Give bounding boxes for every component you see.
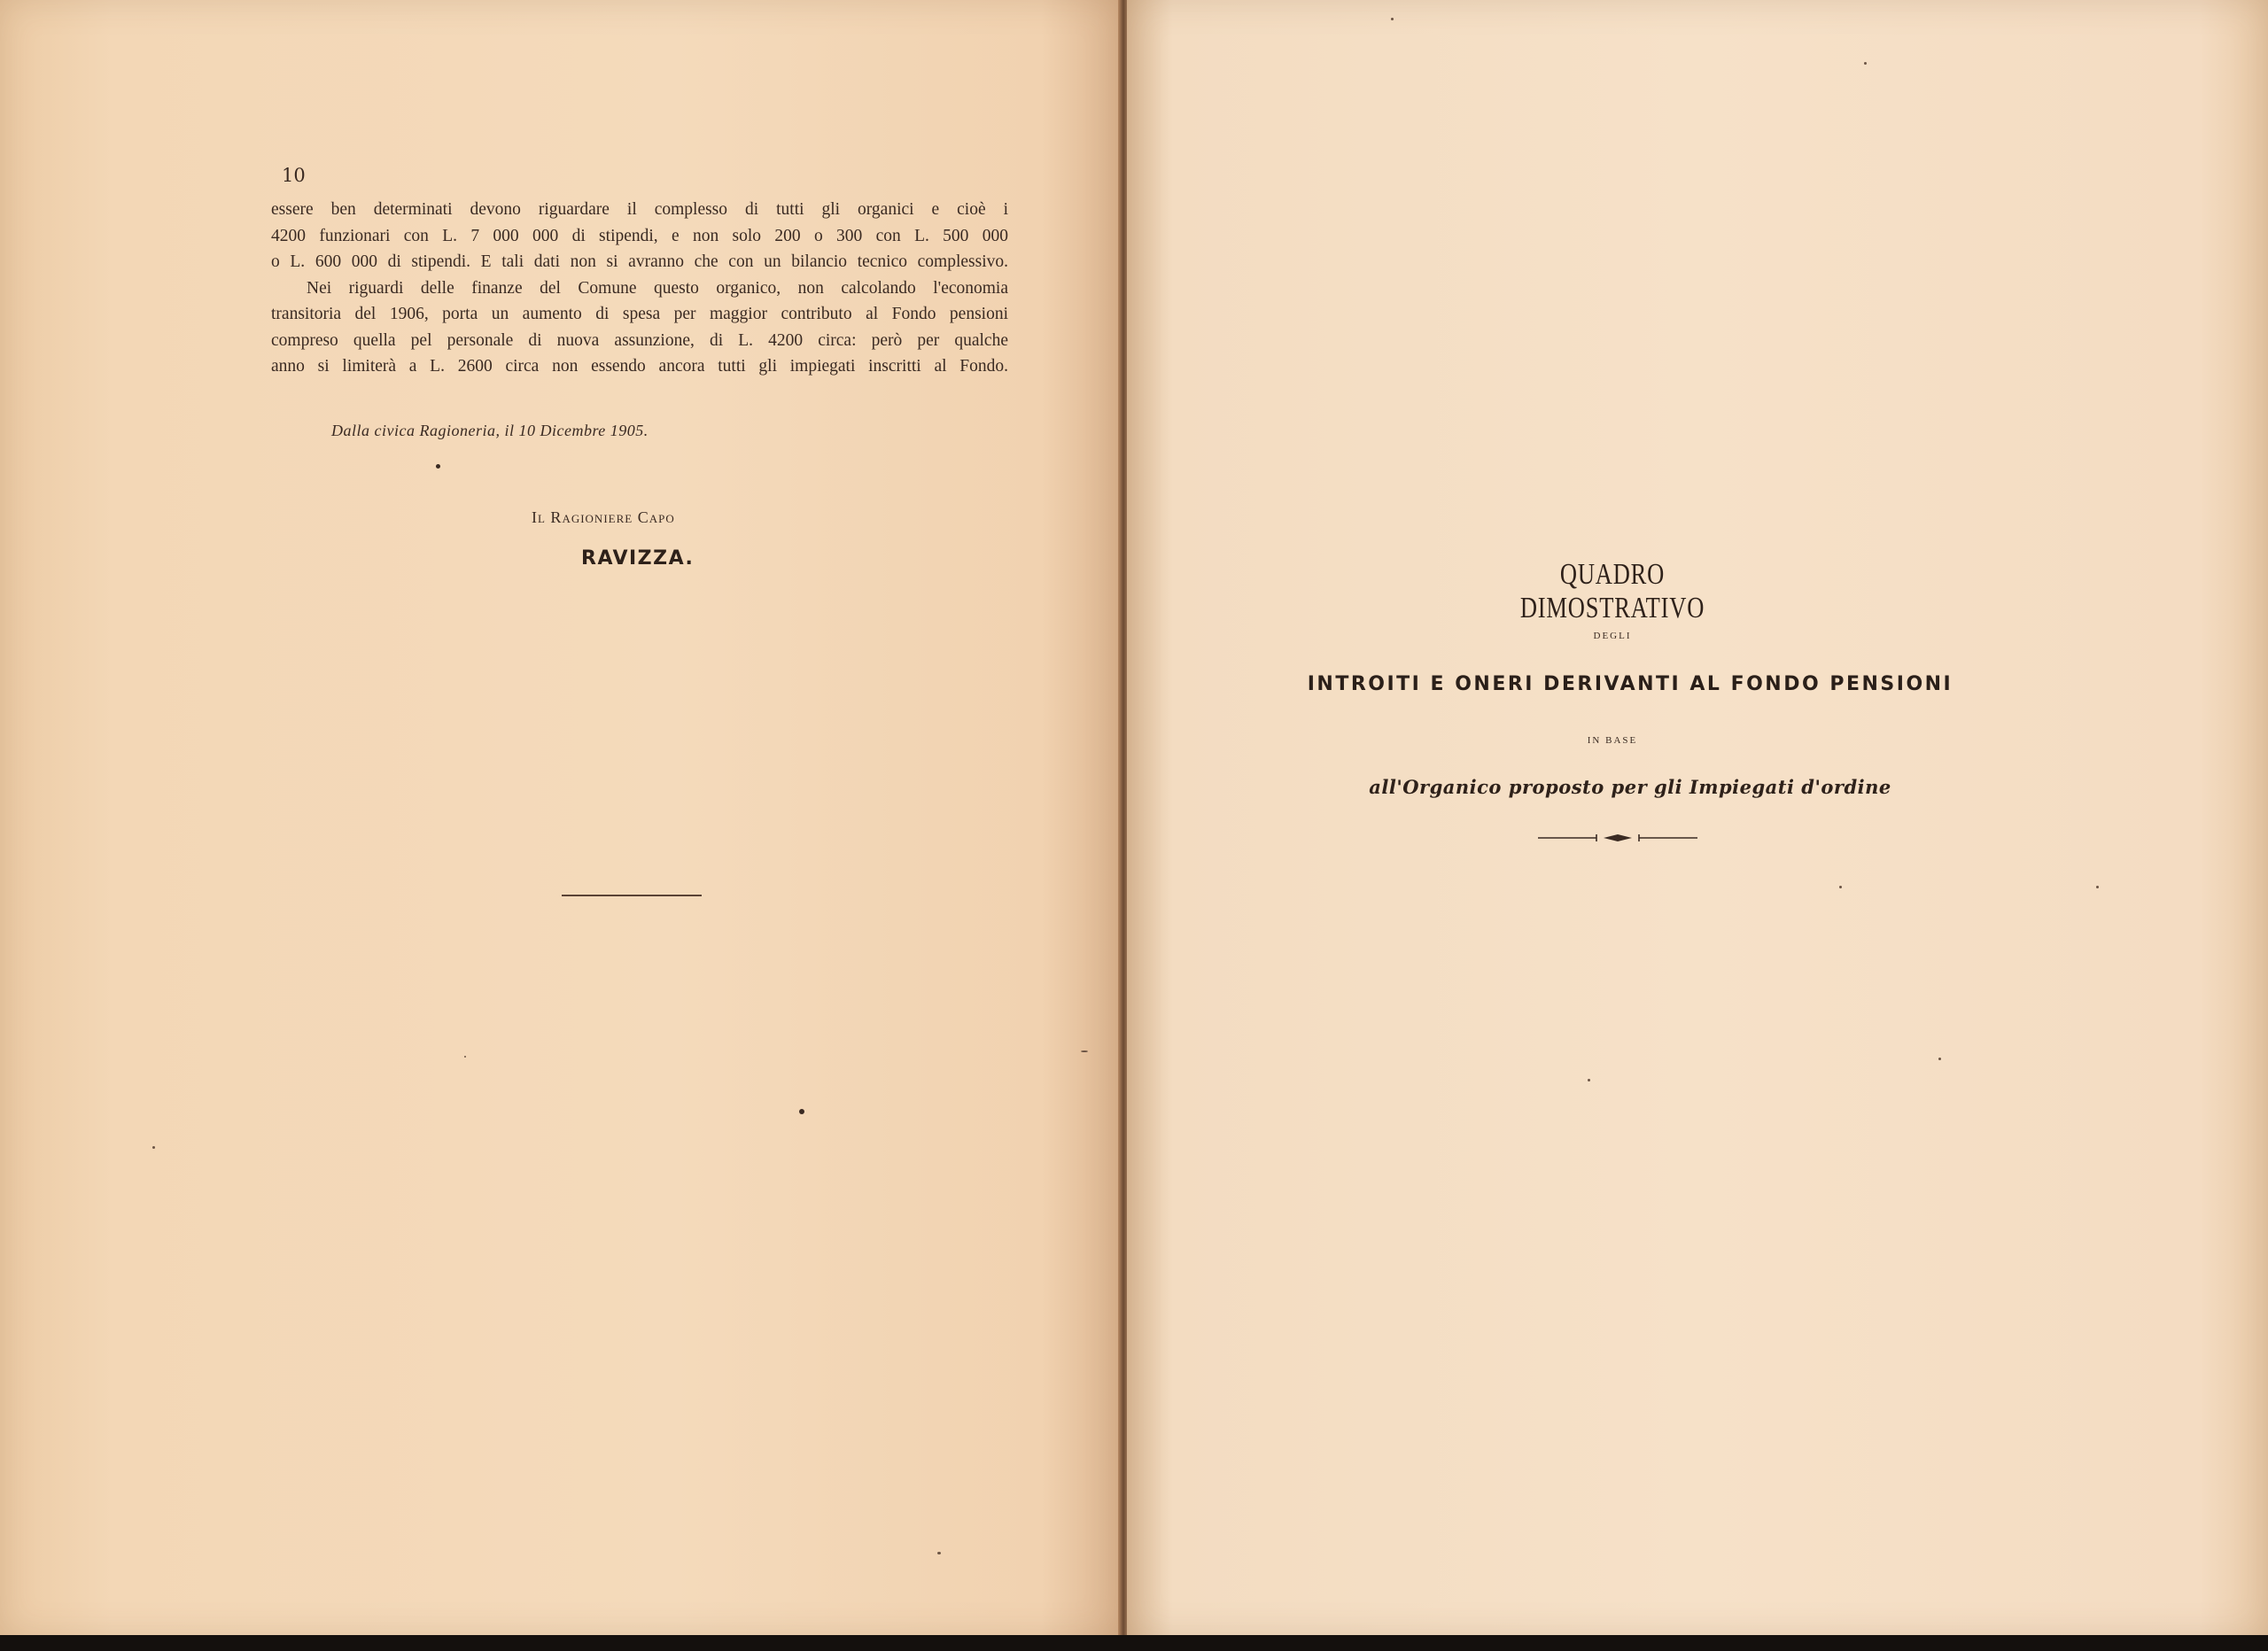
connector-in-base: IN BASE [1587, 735, 1638, 746]
paper-speck [1839, 886, 1842, 888]
connector-degli: DEGLI [1593, 631, 1632, 641]
signer-name: RAVIZZA. [581, 547, 695, 570]
body-line: compreso quella pel personale di nuova assunzione, di L. 4200 circa: però per qualche [271, 330, 1008, 350]
ink-dot [436, 464, 440, 469]
paper-speck [1588, 1079, 1590, 1081]
page-number: 10 [282, 165, 306, 186]
body-line: transitoria del 1906, porta un aumento di spesa per maggior contributo al Fondo pensioni [271, 305, 1008, 323]
paper-speck [1081, 1050, 1088, 1052]
ornament-divider-icon [1538, 831, 1697, 845]
body-line: 4200 funzionari con L. 7 000 000 di stipendi, e non solo 200 o 300 con L. 500 000 [271, 226, 1008, 245]
body-line: o L. 600 000 di stipendi. E tali dati non si avranno che con un bilancio tecnico complessivo. [271, 252, 1008, 271]
paper-speck [152, 1146, 155, 1149]
date-line: Dalla civica Ragioneria, il 10 Dicembre 1905. [331, 422, 649, 439]
paper-speck [464, 1056, 466, 1058]
body-line: anno si limiterà a L. 2600 circa non essendo ancora tutti gli impiegati inscritti al Fondo. [271, 357, 1008, 376]
paper-speck [1938, 1058, 1941, 1060]
body-line: essere ben determinati devono riguardare il complesso di tutti gli organici e cioè i [271, 200, 1008, 219]
paper-speck [1864, 62, 1867, 65]
paper-speck [2096, 886, 2099, 888]
document-title: QUADRO DIMOSTRATIVO [1519, 558, 1705, 624]
closing-rule [562, 895, 702, 896]
body-text [271, 197, 1008, 380]
signer-title: Il Ragioniere Capo [532, 508, 675, 526]
left-page [0, 0, 1120, 1637]
ink-dot [799, 1109, 804, 1114]
body-line: Nei riguardi delle finanze del Comune questo organico, non calcolando l'economia [307, 278, 1008, 298]
document-subtitle: INTROITI E ONERI DERIVANTI AL FONDO PENSIONI [1307, 673, 1953, 695]
italic-description: all'Organico proposto per gli Impiegati d'ordine [1369, 776, 1891, 798]
right-page [1127, 0, 2268, 1637]
paper-speck [937, 1552, 941, 1554]
bottom-edge [0, 1635, 2268, 1651]
paper-speck [1391, 18, 1394, 20]
